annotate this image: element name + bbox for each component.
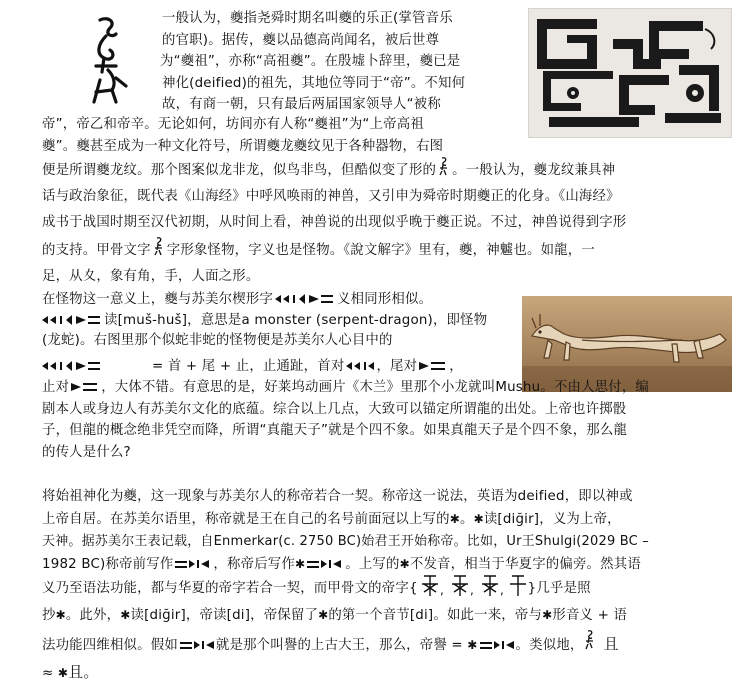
dingir-star-icon: ✱ — [399, 557, 410, 571]
text-line: 止对 — [42, 380, 70, 396]
text-line: 法功能四维相似。假如 — [42, 638, 178, 653]
text-line: (龙蛇)。右图里那个似蛇非蛇的怪物便是苏美尔人心目中的 — [42, 333, 393, 349]
text-line: 夔”。夔甚至成为一种文化符号，所谓夔龙夔纹见于各种器物，右图 — [42, 138, 444, 154]
text-line: 字形象怪物，字义也是怪物。《說文解字》里有，夔，神魖也。如龍，一 — [166, 243, 595, 258]
text-line: ，称帝后写作 — [213, 557, 295, 572]
text-line: 故，有商一朝，只有最后两届国家领导人“被称 — [162, 97, 441, 113]
text-line: 便是所谓夔龙纹。那个图案似龙非龙，似鸟非鸟，但酷似变了形的 — [42, 163, 437, 178]
text-line: 的传人是什么? — [42, 444, 131, 460]
text-line: 且 — [603, 635, 619, 653]
text-line: = 首 + 尾 + 止，止通趾，首对 — [152, 359, 345, 374]
dingir-star-icon: ✱ — [473, 512, 484, 526]
text-line: 为“夔祖”，亦称“高祖夔”。在殷墟卜辞里，夔已是 — [160, 54, 461, 70]
text-line: 读[diğir]，帝读[di]，帝保留了 — [130, 608, 319, 623]
text-line: 剧本人或身边人有苏美尔文化的底蕴。综合以上几点，大致可以锚定所谓龍的出处。上帝也许掷骰 — [42, 401, 627, 417]
cuneiform-foot-icon — [71, 381, 99, 393]
text-line: 读[diğir]，义为上帝， — [483, 512, 621, 527]
text-line: 抄 — [42, 608, 56, 623]
text-line: 义乃至语法功能，都与华夏的帝字若合一契，而甲骨文的帝字{ — [42, 581, 418, 596]
text-line: 子，但龍的概念绝非凭空而降，所谓“真龍天子”就是个四不象。如果真龍天子是个四不象，那么龍 — [42, 423, 628, 439]
dingir-star-icon: ✱ — [57, 666, 69, 680]
text-line: ，大体不错。有意思的是，好莱坞动画片《木兰》里那个小龙就叫Mushu。不由人思付，编 — [101, 380, 650, 396]
paragraph-3-continued — [42, 572, 734, 687]
oracle-kui-glyph-icon — [153, 236, 165, 256]
svg-text:,: , — [439, 583, 444, 597]
paragraph-2-continued — [42, 356, 734, 463]
dingir-star-icon: ✱ — [542, 608, 553, 622]
dingir-star-icon: ✱ — [318, 608, 329, 622]
text-line: 天神。据苏美尔王表记载，自Enmerkar(c. 2750 BC)始君王开始称帝。比如，Ur王Shulgi(2029 BC – — [42, 534, 649, 549]
bronze-kui-pattern-image — [528, 8, 732, 138]
svg-text:,: , — [499, 583, 504, 597]
oracle-zu-glyph-icon — [584, 629, 598, 651]
text-line: ，尾对 — [376, 359, 418, 374]
text-line: 足，从夊，象有角，手，人面之形。 — [42, 269, 260, 284]
text-line: 成书于战国时期至汉代初期，从时间上看，神兽说的出现似乎晚于夔正说。不过，神兽说得到字形 — [42, 215, 627, 230]
cuneiform-ku-icon — [480, 639, 514, 651]
text-line: 义相同形相似。 — [337, 292, 433, 307]
cuneiform-ku-icon — [180, 639, 214, 651]
text-line: 将始祖神化为夔，这一现象与苏美尔人的称帝若合一契。称帝这一说法，英语为deified，即以神或 — [42, 489, 633, 504]
paragraph-2 — [42, 290, 522, 352]
text-line: 读[muš-huš]，意思是a monster (serpent-dragon)，即怪物 — [104, 312, 488, 328]
cuneiform-tail-icon — [419, 360, 447, 372]
dingir-star-icon: ✱ — [467, 638, 478, 652]
text-line: 。类似地， — [515, 638, 584, 653]
paragraph-1-continued — [42, 114, 532, 157]
text-line: 。上写的 — [345, 557, 400, 572]
text-line: 一般认为，夔指尧舜时期名叫夔的乐正(掌管音乐 — [162, 11, 453, 26]
text-line: 不发音，相当于华夏字的偏旁。然其语 — [409, 557, 641, 572]
text-line: 且。 — [68, 663, 99, 681]
paragraph-3: 将始祖神化为夔，这一现象与苏美尔人的称帝若合一契。称帝这一说法，英语为deified，即以神或 上帝自居。在苏美尔语里，称帝就是王在自己的名号前面冠以上写的✱。✱读[diğir]，义为上帝， 天神。据苏美尔王表记载，自Enmerkar(c. 2750 BC)始君王开始称帝。比如，Ur王Shulgi(2029 BC – 1982 BC)称帝前写作 ，称帝后写作✱ 。上写的✱不发音，相当于华夏字的偏旁。然其语 — [42, 486, 734, 576]
paragraph-1 — [162, 8, 522, 116]
cuneiform-mushhush-icon — [275, 293, 335, 305]
oracle-kui-glyph-icon — [86, 14, 132, 106]
text-line: ， — [449, 359, 463, 374]
text-line: }几乎是照 — [527, 581, 591, 596]
text-line: 的支持。甲骨文字 — [42, 243, 151, 258]
svg-text:,: , — [469, 583, 474, 597]
paragraph-1-full — [42, 156, 734, 290]
dingir-star-icon: ✱ — [294, 557, 306, 571]
cuneiform-mushhush-icon — [42, 314, 102, 326]
text-line: 话与政治象征，既代表《山海经》中呼风唤雨的神兽，又引申为舜帝时期夔正的化身。《山海经》 — [42, 189, 620, 204]
text-line: ≈ — [42, 666, 58, 681]
oracle-di-glyph-icon — [418, 572, 528, 598]
dingir-star-icon: ✱ — [55, 608, 66, 622]
text-line: 就是那个叫譽的上古大王，那么，帝譽 = — [215, 638, 468, 653]
text-line: 。此外， — [65, 608, 121, 623]
cuneiform-head-icon — [346, 360, 374, 372]
text-line: 在怪物这一意义上，夔与苏美尔楔形字 — [42, 292, 274, 307]
cuneiform-shulgi-icon — [175, 558, 211, 570]
text-line: 1982 BC)称帝前写作 — [42, 557, 174, 572]
text-line: 。一般认为，夔龙纹兼具神 — [452, 163, 616, 178]
cuneiform-mushhush-icon — [42, 360, 102, 372]
oracle-kui-glyph-icon — [438, 156, 450, 176]
cuneiform-shulgi-icon — [307, 558, 343, 570]
text-line: 形音义 + 语 — [552, 608, 628, 623]
dingir-star-icon: ✱ — [120, 608, 131, 622]
text-line: 的官职)。据传，夔以品德高尚闻名，被后世尊 — [162, 32, 440, 48]
text-line: 上帝自居。在苏美尔语里，称帝就是王在自己的名号前面冠以上写的 — [42, 512, 450, 527]
dingir-star-icon: ✱ — [449, 512, 460, 526]
text-line: 的第一个音节[di]。如此一来，帝与 — [328, 608, 543, 623]
text-line: 神化(deified)的祖先，其地位等同于“帝”。不知何 — [162, 75, 466, 91]
text-line: 帝”，帝乙和帝辛。无论如何，坊间亦有人称“夔祖”为“上帝高祖 — [42, 117, 424, 132]
